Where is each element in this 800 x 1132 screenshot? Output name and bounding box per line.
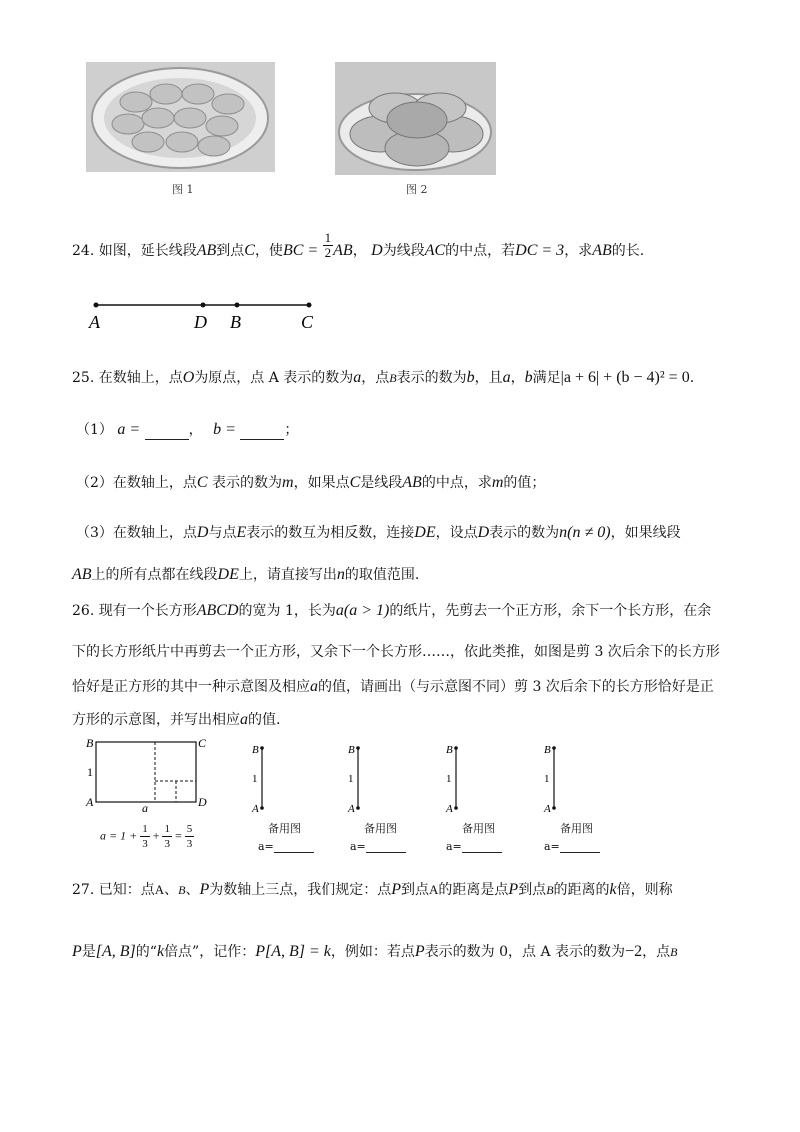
point-a <box>94 303 99 308</box>
spare-figure-3: B 1 A 备用图 a= <box>442 740 512 860</box>
condition-formula: |a + 6| + (b − 4)² = 0 <box>560 369 690 386</box>
spare-answer-blank[interactable] <box>366 840 406 853</box>
label-a: A <box>86 795 94 809</box>
question-27-line-1: 27. 已知：点A、B、P为数轴上三点，我们规定：点P到点A的距离是点P到点B的距离的k倍，则称 <box>72 881 673 898</box>
label-c: C <box>301 312 314 332</box>
question-26-line-2: 下的长方形纸片中再剪去一个正方形，又余下一个长方形……，依此类推，如图是剪 3 次后余下的长方形 <box>72 644 720 660</box>
svg-text:A: A <box>446 803 453 812</box>
spare-figure-2: B 1 A 备用图 a= <box>344 740 414 860</box>
question-25-part-3-line-2: AB上的所有点都在线段DE上，请直接写出n的取值范围. <box>72 566 420 583</box>
figure-2-caption: 图 2 <box>406 183 428 196</box>
answer-blank-a[interactable] <box>145 423 189 440</box>
spare-caption: 备用图 <box>364 822 397 835</box>
question-24-text: 24. 如图，延长线段AB到点C，使BC = $\frac{1}{2}$ AB， D为线段AC的中点，若DC = 3，求AB的长. <box>72 229 645 260</box>
svg-text:A: A <box>252 803 259 812</box>
question-25-part-1: （1） a = ， b = ； <box>76 421 299 438</box>
svg-text:1: 1 <box>446 773 452 785</box>
rectangle-cut-diagram <box>84 734 214 814</box>
svg-text:1: 1 <box>252 773 258 785</box>
point-c <box>307 303 312 308</box>
spare-answer-blank[interactable] <box>560 840 600 853</box>
svg-text:B: B <box>544 744 551 756</box>
label-b: B <box>230 312 241 332</box>
fraction-one-half: $\frac{1}{2}$ <box>324 229 332 260</box>
svg-text:A: A <box>348 803 355 812</box>
label-d: D <box>194 312 207 332</box>
question-25-part-3-line-1: （3）在数轴上，点D与点E表示的数互为相反数，连接DE，设点D表示的数为n(n ≠ 0)，如果线段 <box>76 524 681 541</box>
point-b <box>235 303 240 308</box>
segment-diagram <box>84 295 324 335</box>
label-b: B <box>86 736 94 750</box>
svg-text:1: 1 <box>348 773 354 785</box>
svg-text:B: B <box>252 744 259 756</box>
pancakes-illustration <box>335 62 496 175</box>
length-label: a <box>142 801 148 814</box>
label-a: A <box>89 312 100 332</box>
question-25-part-2: （2）在数轴上，点C 表示的数为m，如果点C是线段AB的中点，求m的值； <box>76 474 546 491</box>
question-26-line-3: 恰好是正方形的其中一种示意图及相应a的值，请画出（与示意图不同）剪 3 次后余下的长方形恰好是正 <box>72 678 714 695</box>
spare-caption: 备用图 <box>462 822 495 835</box>
figure-1-dumplings-image <box>86 62 275 172</box>
label-c: C <box>198 736 207 750</box>
spare-caption: 备用图 <box>268 822 301 835</box>
spare-segment-1 <box>248 740 278 812</box>
spare-segment-2 <box>344 740 374 812</box>
svg-text:B: B <box>446 744 453 756</box>
question-number: 24. <box>72 243 95 259</box>
rectangle-abcd <box>96 742 196 802</box>
figure-2-pancakes-image <box>335 62 496 175</box>
spare-caption: 备用图 <box>560 822 593 835</box>
spare-segment-3 <box>442 740 472 812</box>
spare-answer-blank[interactable] <box>462 840 502 853</box>
spare-figure-4: B 1 A 备用图 a= <box>540 740 610 860</box>
dumplings-illustration <box>86 62 275 172</box>
label-d: D <box>198 795 207 809</box>
question-27-line-2: P是[A, B]的“k倍点”，记作：P[A, B] = k，例如：若点P表示的数为 0，点 A 表示的数为−2，点B <box>72 943 678 960</box>
question-26-line-1: 26. 现有一个长方形ABCD的宽为 1，长为a(a > 1)的纸片，先剪去一个正方形，余下一个长方形，在余 <box>72 602 712 619</box>
point-d <box>201 303 206 308</box>
width-label: 1 <box>87 765 93 779</box>
question-26-line-4: 方形的示意图，并写出相应a的值. <box>72 711 281 728</box>
question-25-text: 25. 在数轴上，点O为原点，点 A 表示的数为a，点B表示的数为b，且a，b满足|a + 6| + (b − 4)² = 0. <box>72 369 695 386</box>
k-times-point-formula: P[A, B] = k <box>255 943 331 960</box>
spare-segment-4 <box>540 740 570 812</box>
svg-text:B: B <box>348 744 355 756</box>
figure-1-caption: 图 1 <box>172 183 194 196</box>
spare-answer-blank[interactable] <box>274 840 314 853</box>
answer-blank-b[interactable] <box>240 423 284 440</box>
svg-text:1: 1 <box>544 773 550 785</box>
a-value-formula: a = 1 + $\frac{1}{3}$ + $\frac{1}{3}$ = $\frac{5}{3}$ <box>100 823 193 850</box>
spare-figure-1: B 1 A 备用图 a= <box>248 740 318 860</box>
svg-text:A: A <box>544 803 551 812</box>
